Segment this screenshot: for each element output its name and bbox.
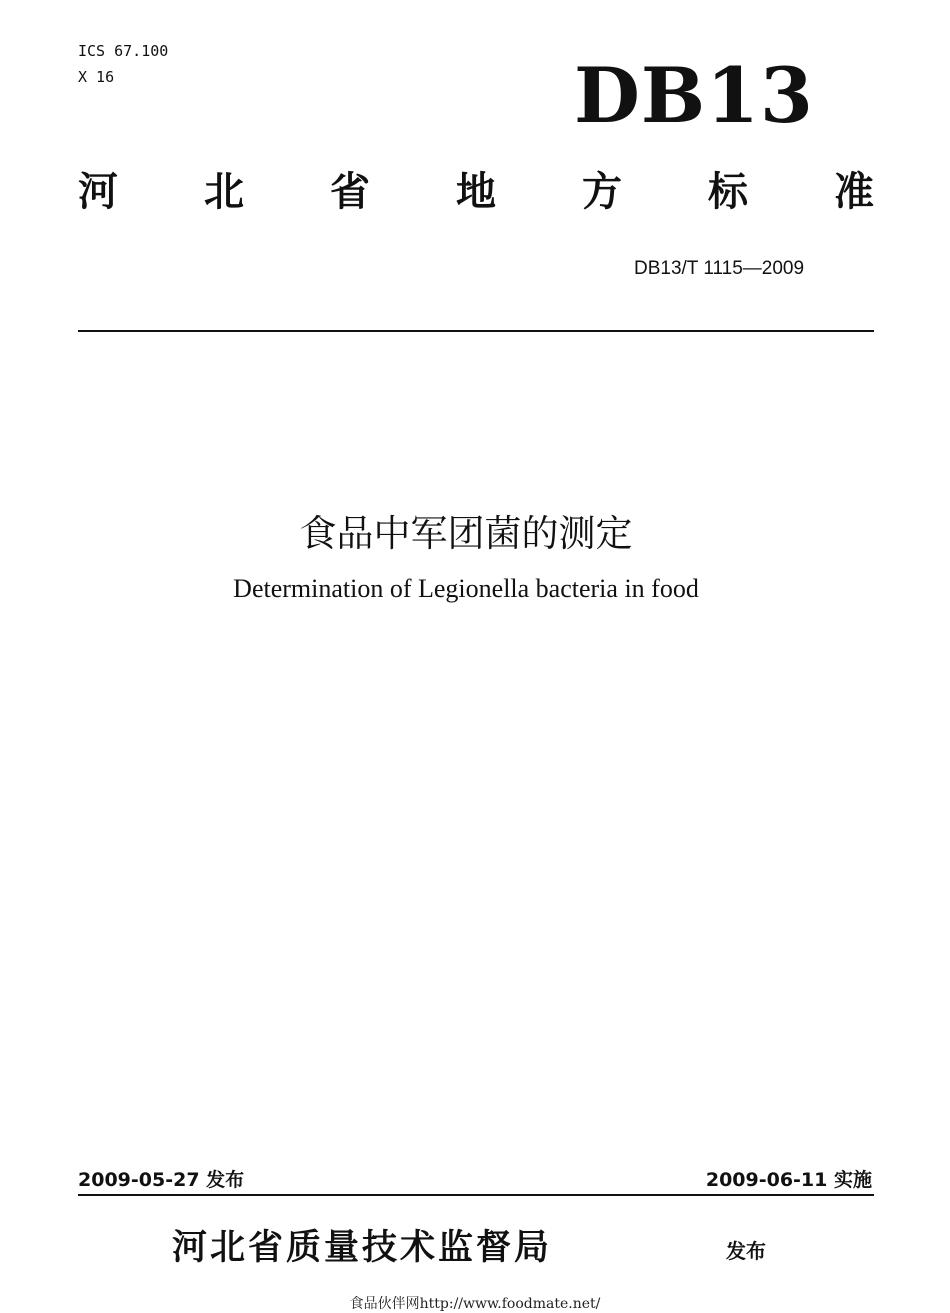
standard-type-char: 地 [456,169,496,215]
issuing-authority: 河北省质量技术监督局 [172,1228,553,1268]
title-chinese: 食品中军团菌的测定 [299,512,633,555]
standard-type-char: 省 [330,169,370,215]
source-watermark: 食品伙伴网http://www.foodmate.net/ [349,1296,601,1312]
header-divider [78,330,874,332]
ics-code: ICS 67.100 [78,42,169,60]
implementation-date: 2009-06-11 实施 [705,1169,872,1191]
footer-divider [78,1194,874,1196]
standard-type-char: 准 [834,169,874,215]
standard-type-char: 北 [204,169,244,215]
issue-label: 发布 [726,1239,766,1263]
standard-type-char: 标 [708,169,748,215]
title-english: Determination of Legionella bacteria in food [233,574,699,603]
publish-date: 2009-05-27 发布 [78,1169,245,1191]
classification-code: X 16 [78,68,115,86]
standard-code: DB13 [574,51,814,140]
standard-type-char: 方 [582,169,622,215]
standard-type-char: 河 [78,169,118,215]
standard-type-heading [78,169,874,215]
standard-number: DB13/T 1115—2009 [634,258,805,279]
